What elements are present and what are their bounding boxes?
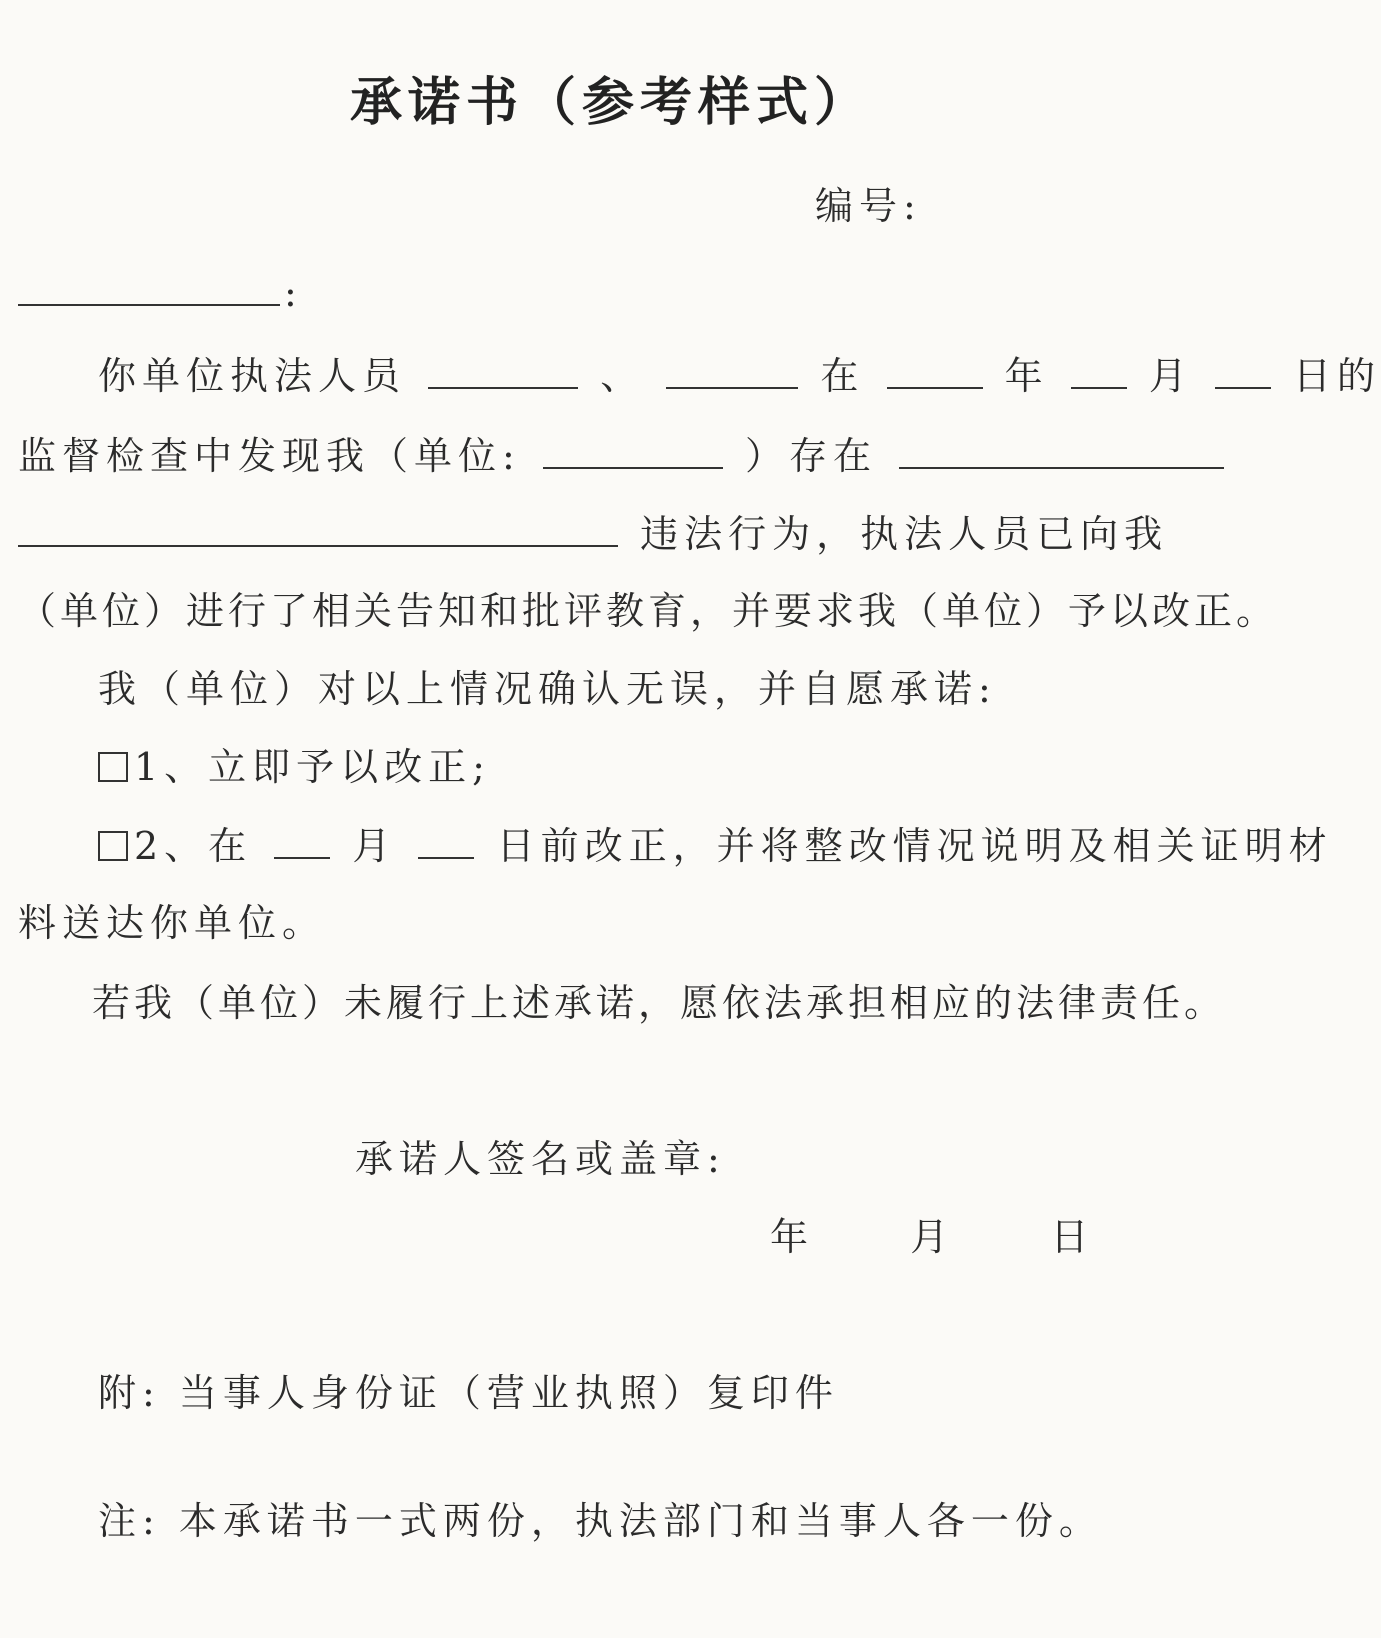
option-2-line-2: 料送达你单位。 [18,901,327,945]
option-1 [98,736,491,791]
paragraph-1-line-1 [98,345,1381,400]
violation-blank-2[interactable] [18,511,618,547]
option-1-checkbox[interactable] [98,752,128,782]
deadline-day-blank[interactable] [418,823,474,859]
option-2-checkbox[interactable] [98,831,128,861]
day-blank[interactable] [1215,353,1271,389]
paragraph-1-line-4: （单位）进行了相关告知和批评教育，并要求我（单位）予以改正。 [18,589,1279,633]
month-blank[interactable] [1071,353,1127,389]
para1-text-1: 你单位执法人员 [98,354,407,398]
date-year: 年 [770,1215,815,1259]
date-day: 日 [1050,1215,1095,1259]
paragraph-1-line-2 [18,425,1228,480]
attachment-note: 附: 当事人身份证（营业执照）复印件 [98,1371,839,1415]
recipient-line [18,270,303,315]
option-2-text-2: 月 [352,824,397,868]
date-month: 月 [910,1215,955,1259]
para1-text-4: 年 [1004,354,1049,398]
para1-text-6: 日的 [1293,354,1381,398]
year-blank[interactable] [887,353,983,389]
violation-blank-1[interactable] [899,433,1224,469]
page-title: 承诺书（参考样式） [349,73,872,133]
officer-1-blank[interactable] [428,353,578,389]
liability-statement: 若我（单位）未履行上述承诺，愿依法承担相应的法律责任。 [92,981,1227,1025]
number-label: 编号: [815,184,922,228]
para1-text-5: 月 [1148,354,1193,398]
option-2-text-3: 日前改正，并将整改情况说明及相关证明材 [496,824,1333,868]
officer-2-blank[interactable] [666,353,798,389]
deadline-month-blank[interactable] [274,823,330,859]
unit-blank[interactable] [543,433,723,469]
signature-label: 承诺人签名或盖章: [355,1137,726,1181]
para1-text-2: 、 [600,354,645,398]
option-1-text: 1、立即予以改正; [134,745,491,789]
para1-text-7: 监督检查中发现我（单位: [18,434,521,478]
option-2-text-1: 2、在 [134,824,253,868]
confirmation-text: 我（单位）对以上情况确认无误，并自愿承诺: [98,667,997,711]
recipient-colon: : [284,271,303,315]
recipient-blank[interactable] [18,270,280,306]
para1-text-8: ）存在 [745,434,878,478]
para1-text-3: 在 [820,354,865,398]
copies-note: 注: 本承诺书一式两份，执法部门和当事人各一份。 [98,1499,1103,1543]
paragraph-1-line-3 [18,503,1168,558]
date-line [770,1206,1094,1261]
option-2-line-1 [98,815,1333,870]
para1-text-9: 违法行为，执法人员已向我 [640,512,1169,556]
